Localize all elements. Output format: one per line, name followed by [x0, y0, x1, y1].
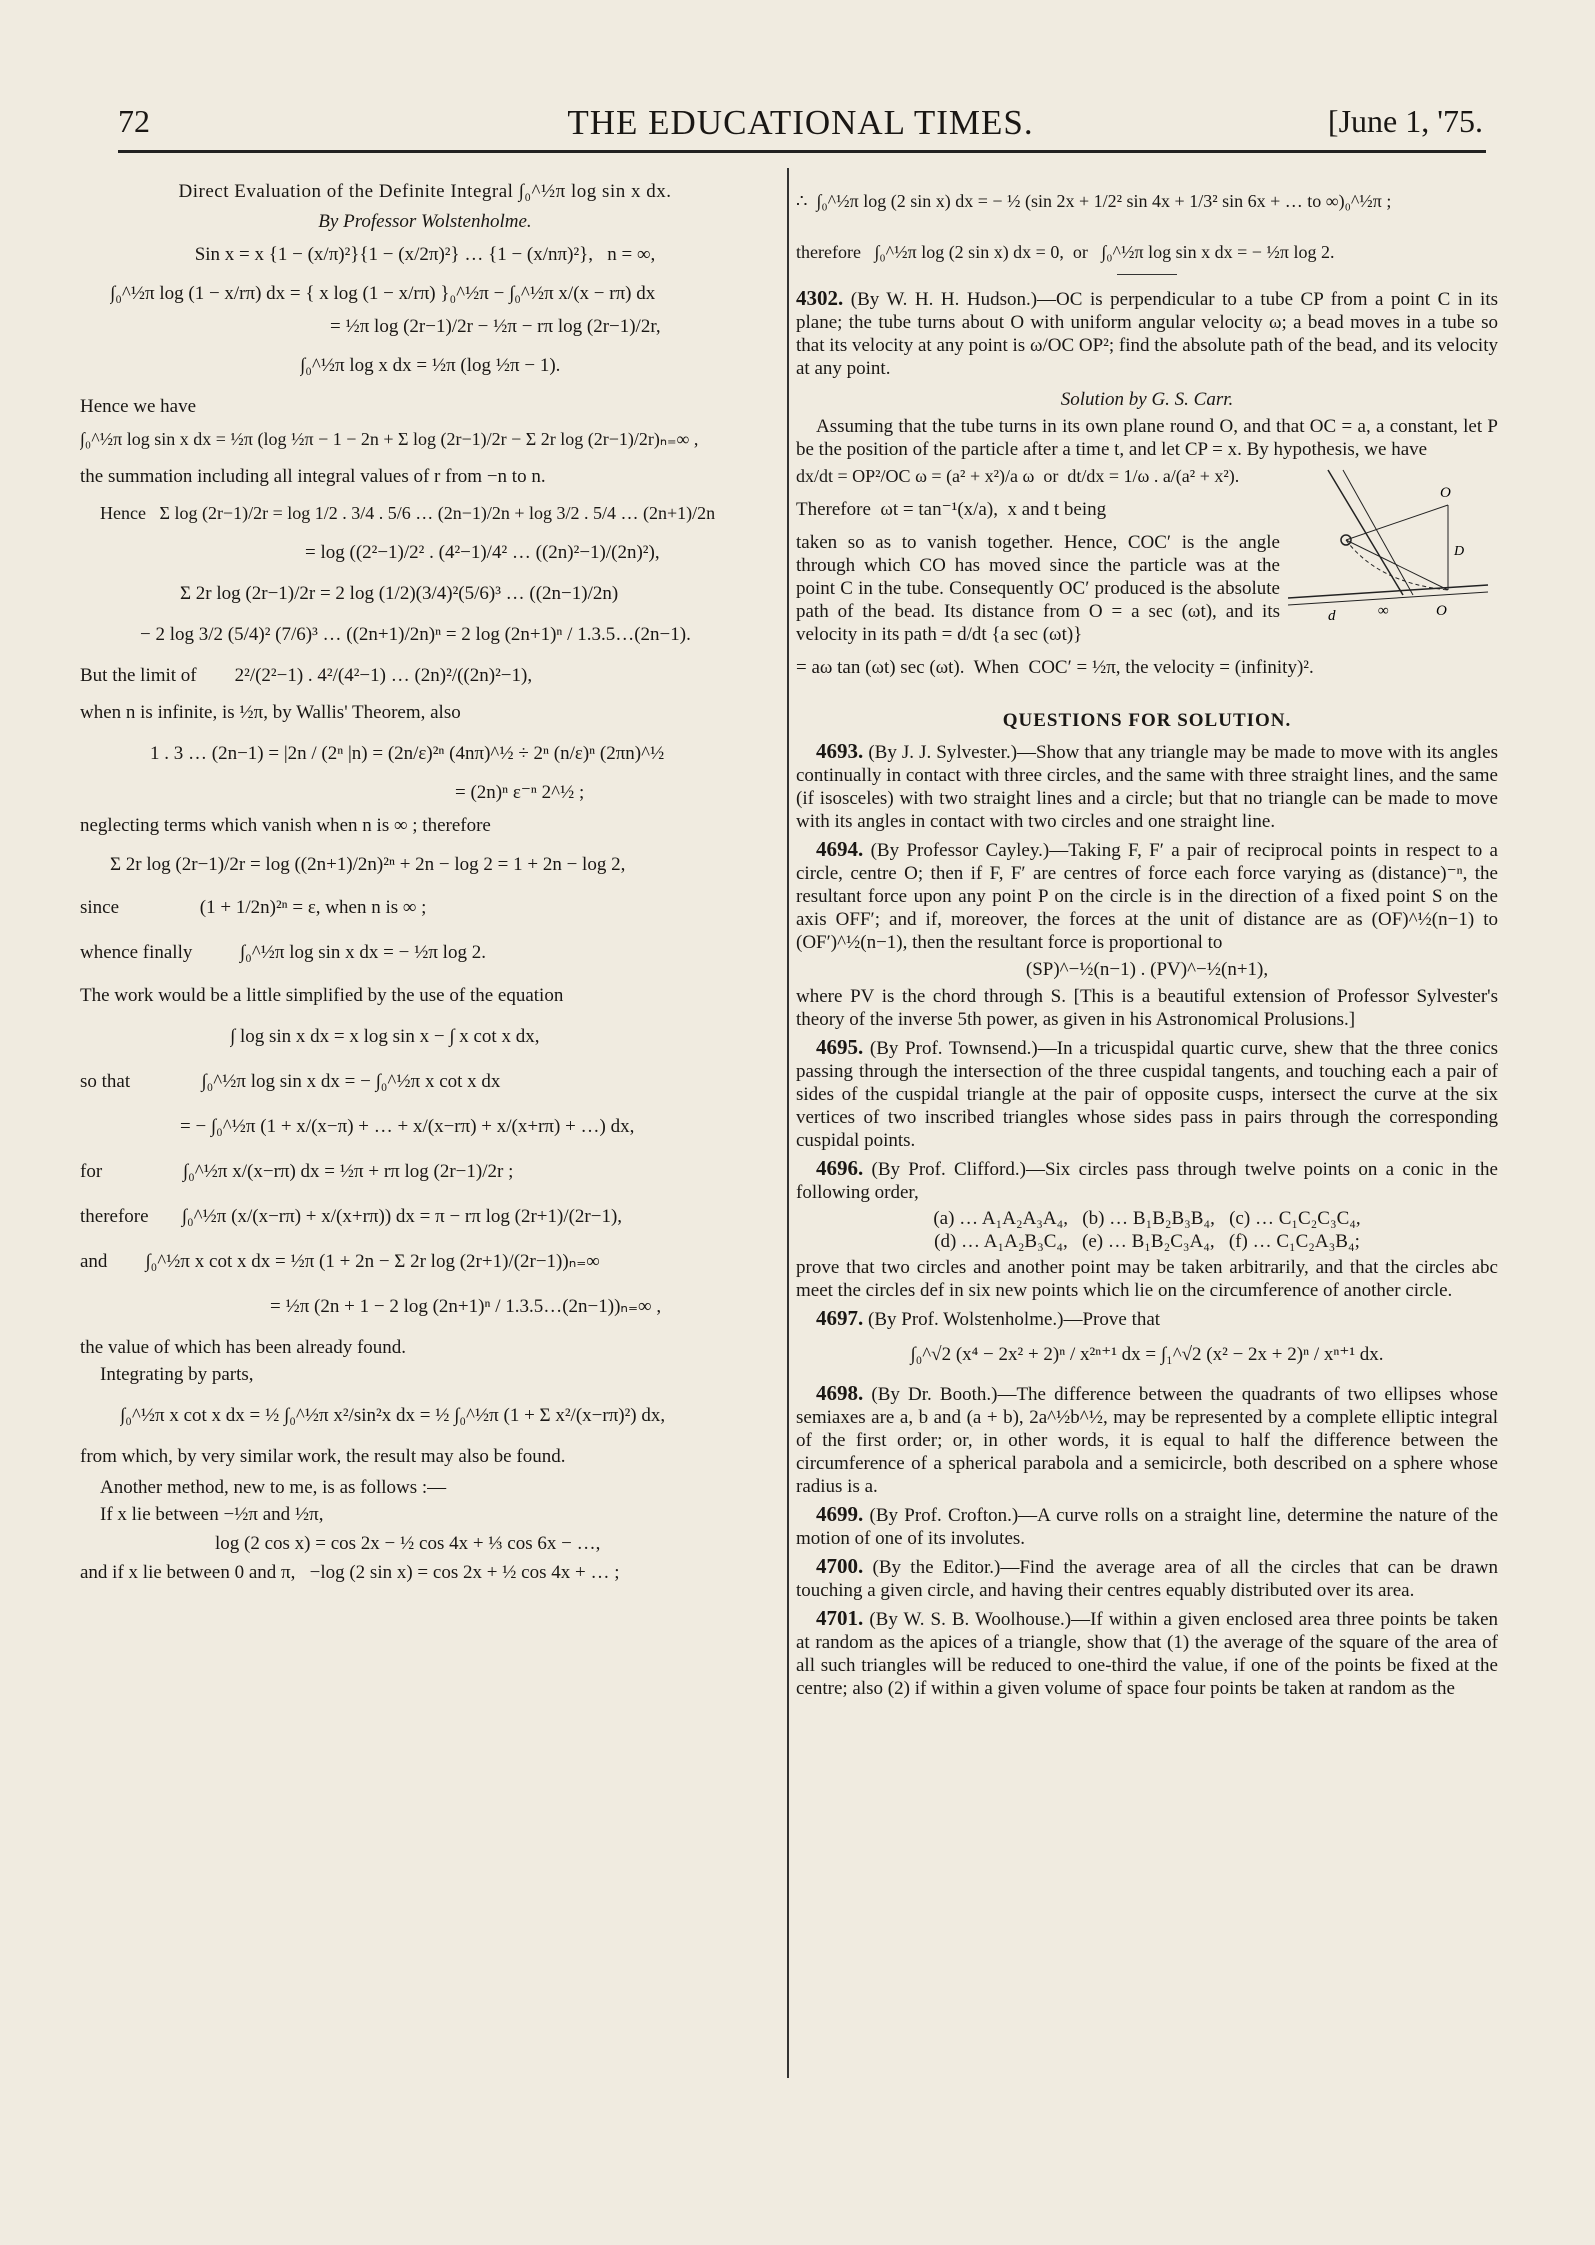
question-text: (By Prof. Crofton.)—A curve rolls on a straight line, determine the nature of the motion of one of its involutes. — [796, 1505, 1499, 1549]
question-text: (By Prof. Clifford.)—Six circles pass through twelve points on a conic in the following order, — [796, 1159, 1498, 1203]
question-4697 — [796, 1307, 1498, 1366]
eq-line: Therefore ωt = tan⁻¹(x/a), x and t being — [796, 499, 1107, 520]
question-number: 4697. — [816, 1306, 864, 1330]
solution-text: taken so as to vanish together. Hence, COC′ is the angle through which CO has moved since the particle was at the point C in the tube. Consequently OC′ produced is the absolute path of the bead. Its distance from O = a sec (ωt), and its velocity in its path = d/dt {a sec (ωt)} — [796, 532, 1280, 645]
question-text: (By the Editor.)—Find the average area of all the circles that can be drawn touching a given circle, and having their centres equably distributed over its area. — [796, 1557, 1498, 1601]
question-number: 4700. — [816, 1554, 864, 1578]
question-text: (By Dr. Booth.)—The difference between the quadrants of two ellipses whose semiaxes are a, b and (a + b), 2a^½b^½, may be represented by a complete elliptic integral of the first order; or, in other words, it is equal to half the difference between the circumference of a spherical parabola and a semicircle, both described on a sphere whose radius is a. — [796, 1384, 1498, 1497]
eq-line: Sin x = x {1 − (x/π)²}{1 − (x/2π)²} … {1 − (x/nπ)²}, n = ∞, — [194, 244, 656, 265]
question-number: 4694. — [816, 837, 864, 861]
question-4302 — [796, 287, 1498, 679]
eq-line: whence finally ∫₀^½π log sin x dx = − ½π log 2. — [80, 942, 486, 963]
page-header — [118, 103, 1483, 145]
text-line: If x lie between −½π and ½π, — [100, 1504, 324, 1525]
eq-line: and ∫₀^½π x cot x dx = ½π (1 + 2n − Σ 2r log (2r+1)/(2r−1))ₙ₌∞ — [80, 1251, 600, 1272]
eq-line: therefore ∫₀^½π log (2 sin x) dx = 0, or ∫₀^½π log sin x dx = − ½π log 2. — [796, 242, 1335, 262]
fig-label: ∞ — [1378, 603, 1389, 619]
eq-line: and if x lie between 0 and π, −log (2 sin x) = cos 2x + ½ cos 4x + … ; — [80, 1562, 620, 1583]
question-number: 4698. — [816, 1381, 864, 1405]
fig-label: O — [1436, 603, 1447, 619]
section-heading: QUESTIONS FOR SOLUTION. — [1002, 710, 1292, 731]
question-number: 4695. — [816, 1035, 864, 1059]
eq-line: ∫₀^½π log (1 − x/rπ) dx = { x log (1 − x/rπ) }₀^½π − ∫₀^½π x/(x − rπ) dx — [110, 283, 656, 304]
separator-rule — [1117, 274, 1177, 275]
solution-byline: Solution by G. S. Carr. — [1060, 389, 1234, 410]
question-4700 — [796, 1555, 1498, 1602]
question-4701 — [796, 1607, 1498, 1700]
question-number: 4302. — [796, 286, 844, 310]
text-line: Hence we have — [80, 396, 197, 417]
article-heading: Direct Evaluation of the Definite Integral ∫₀^½π log sin x dx. — [178, 181, 672, 202]
question-4698 — [796, 1382, 1498, 1498]
text-line: neglecting terms which vanish when n is ∞ ; therefore — [80, 815, 491, 836]
article-byline: By Professor Wolstenholme. — [318, 211, 532, 232]
fig-label: D — [1454, 544, 1465, 559]
eq-line: = log ((2²−1)/2² . (4²−1)/4² … ((2n)²−1)/(2n)²), — [305, 542, 660, 563]
eq-line: ∫₀^½π log sin x dx = ½π (log ½π − 1 − 2n + Σ log (2r−1)/2r − Σ 2r log (2r−1)/2r)ₙ₌∞ , — [80, 429, 699, 449]
right-column — [796, 172, 1498, 1700]
question-text: (By J. J. Sylvester.)—Show that any triangle may be made to move with its angles continually in contact with three circles, and the same with three straight lines, and the same (if isosceles) with two straight lines and a circle; but that no triangle can be made to move with its angles in contact with two circles and one straight line. — [796, 742, 1498, 832]
eq-line: = − ∫₀^½π (1 + x/(x−π) + … + x/(x−rπ) + x/(x+rπ) + …) dx, — [180, 1116, 635, 1137]
text-line: from which, by very similar work, the result may also be found. — [80, 1446, 566, 1467]
left-column — [80, 172, 770, 1588]
eq-line: − 2 log 3/2 (5/4)² (7/6)³ … ((2n+1)/2n)ⁿ = 2 log (2n+1)ⁿ / 1.3.5…(2n−1). — [140, 624, 691, 645]
text-line: Another method, new to me, is as follows :— — [100, 1477, 447, 1498]
question-formula: (SP)^−½(n−1) . (PV)^−½(n+1), — [1025, 959, 1269, 980]
fig-label: d — [1328, 608, 1336, 624]
question-text: (By Prof. Townsend.)—In a tricuspidal quartic curve, shew that the three conics passing through the intersection of the three cuspidal tangents, and touching each a pair of sides of the cuspidal triangle at the pair of opposite cusps, intersect the curve at the six vertices of two inscribed triangles whose sides pass in pairs through the corresponding cuspidal points. — [796, 1038, 1499, 1151]
question-text: (By Professor Cayley.)—Taking F, F′ a pair of reciprocal points in respect to a circle, centre O; then if F, F′ are centres of force each force varying as (distance)⁻ⁿ, the resultant force upon any point P on the circle is in the direction of a fixed point S on the axis OFF′; and if, moreover, the forces at the unit of distance are as (OF)^½(n−1) to (OF′)^½(n−1), then the resultant force is proportional to — [796, 840, 1498, 953]
question-formula: (a) … A₁A₂A₃A₄, (b) … B₁B₂B₃B₄, (c) … C₁C₂C₃C₄, — [933, 1208, 1361, 1229]
eq-line: 1 . 3 … (2n−1) = |2n / (2ⁿ |n) = (2n/ε)²ⁿ (4nπ)^½ ÷ 2ⁿ (n/ε)ⁿ (2πn)^½ — [150, 743, 665, 764]
question-text: (By Prof. Wolstenholme.)—Prove that — [868, 1309, 1161, 1330]
eq-line: = ½π (2n + 1 − 2 log (2n+1)ⁿ / 1.3.5…(2n−1))ₙ₌∞ , — [270, 1296, 662, 1317]
masthead-title: THE EDUCATIONAL TIMES. — [567, 103, 1034, 142]
question-formula: ∫₀^√2 (x⁴ − 2x² + 2)ⁿ / x²ⁿ⁺¹ dx = ∫₁^√2 (x² − 2x + 2)ⁿ / xⁿ⁺¹ dx. — [910, 1344, 1384, 1365]
text-line: when n is infinite, is ½π, by Wallis' Theorem, also — [80, 702, 461, 723]
question-4699 — [796, 1503, 1498, 1550]
question-text: (By W. S. B. Woolhouse.)—If within a given enclosed area three points be taken at random as the apices of a triangle, show that (1) the average of the square of the area of all such triangles will be reduced to one-third the value, if one of the points be fixed at the centre; also (2) if within a given volume of space four points be taken at random as the — [796, 1609, 1499, 1699]
text-line: the summation including all integral values of r from −n to n. — [80, 466, 546, 487]
page-number: 72 — [118, 103, 150, 139]
eq-line: = aω tan (ωt) sec (ωt). When COC′ = ½π, the velocity = (infinity)². — [796, 657, 1314, 678]
eq-line: ∴ ∫₀^½π log (2 sin x) dx = − ½ (sin 2x + 1/2² sin 4x + 1/3² sin 6x + … to ∞)₀^½π ; — [796, 191, 1392, 211]
eq-line: since (1 + 1/2n)²ⁿ = ε, when n is ∞ ; — [80, 897, 427, 918]
header-rule — [118, 150, 1486, 153]
question-4695 — [796, 1036, 1498, 1152]
text-line: The work would be a little simplified by the use of the equation — [80, 985, 564, 1006]
eq-line: so that ∫₀^½π log sin x dx = − ∫₀^½π x cot x dx — [80, 1071, 501, 1092]
question-4693 — [796, 740, 1498, 833]
eq-line: ∫ log sin x dx = x log sin x − ∫ x cot x dx, — [230, 1026, 540, 1047]
question-number: 4699. — [816, 1502, 864, 1526]
solution-text: Assuming that the tube turns in its own plane round O, and that OC = a, a constant, let P be the position of the particle after a time t, and let CP = x. By hypothesis, we have — [796, 416, 1498, 460]
column-divider — [787, 168, 789, 2078]
text-line: the value of which has been already found. — [80, 1337, 407, 1358]
eq-line: ∫₀^½π x cot x dx = ½ ∫₀^½π x²/sin²x dx = ½ ∫₀^½π (1 + Σ x²/(x−rπ)²) dx, — [120, 1405, 666, 1426]
tube-diagram — [1288, 465, 1498, 640]
eq-line: dx/dt = OP²/OC ω = (a² + x²)/a ω or dt/dx = 1/ω . a/(a² + x²). — [796, 466, 1240, 486]
question-number: 4701. — [816, 1606, 864, 1630]
question-4694 — [796, 838, 1498, 1031]
eq-line: = (2n)ⁿ ε⁻ⁿ 2^½ ; — [455, 782, 585, 803]
eq-line: for ∫₀^½π x/(x−rπ) dx = ½π + rπ log (2r−1)/2r ; — [80, 1161, 514, 1182]
eq-line: Hence Σ log (2r−1)/2r = log 1/2 . 3/4 . 5/6 … (2n−1)/2n + log 3/2 . 5/4 … (2n+1)/2n — [100, 503, 716, 523]
question-4696 — [796, 1157, 1498, 1302]
question-number: 4696. — [816, 1156, 864, 1180]
question-text: (By W. H. H. Hudson.)—OC is perpendicular to a tube CP from a point C in its plane; the tube turns about O with uniform angular velocity ω; a bead moves in a tube so that its velocity at any point is ω/OC OP²; find the absolute path of the bead, and its velocity at any point. — [796, 289, 1498, 379]
text-line: Integrating by parts, — [100, 1364, 254, 1385]
eq-line: ∫₀^½π log x dx = ½π (log ½π − 1). — [300, 355, 561, 376]
eq-line: Σ 2r log (2r−1)/2r = 2 log (1/2)(3/4)²(5/6)³ … ((2n−1)/2n) — [180, 583, 619, 604]
question-text-after: where PV is the chord through S. [This is a beautiful extension of Professor Sylvester's theory of the inverse 5th power, as given in his Astronomical Prolusions.] — [796, 986, 1498, 1030]
eq-line: = ½π log (2r−1)/2r − ½π − rπ log (2r−1)/2r, — [330, 316, 661, 337]
question-number: 4693. — [816, 739, 864, 763]
fig-label: O — [1440, 485, 1451, 501]
question-formula: (d) … A₁A₂B₃C₄, (e) … B₁B₂C₃A₄, (f) … C₁C₂A₃B₄; — [934, 1231, 1360, 1252]
question-text-after: prove that two circles and another point may be taken arbitrarily, and that the circles abc meet the circles def in six new points which lie on the circumference of another circle. — [796, 1257, 1498, 1301]
eq-line: But the limit of 2²/(2²−1) . 4²/(4²−1) … (2n)²/((2n)²−1), — [80, 665, 533, 686]
eq-line: log (2 cos x) = cos 2x − ½ cos 4x + ⅓ cos 6x − …, — [215, 1533, 601, 1554]
issue-date: [June 1, '75. — [1327, 103, 1483, 139]
eq-line: therefore ∫₀^½π (x/(x−rπ) + x/(x+rπ)) dx = π − rπ log (2r+1)/(2r−1), — [80, 1206, 623, 1227]
eq-line: Σ 2r log (2r−1)/2r = log ((2n+1)/2n)²ⁿ + 2n − log 2 = 1 + 2n − log 2, — [110, 854, 626, 875]
